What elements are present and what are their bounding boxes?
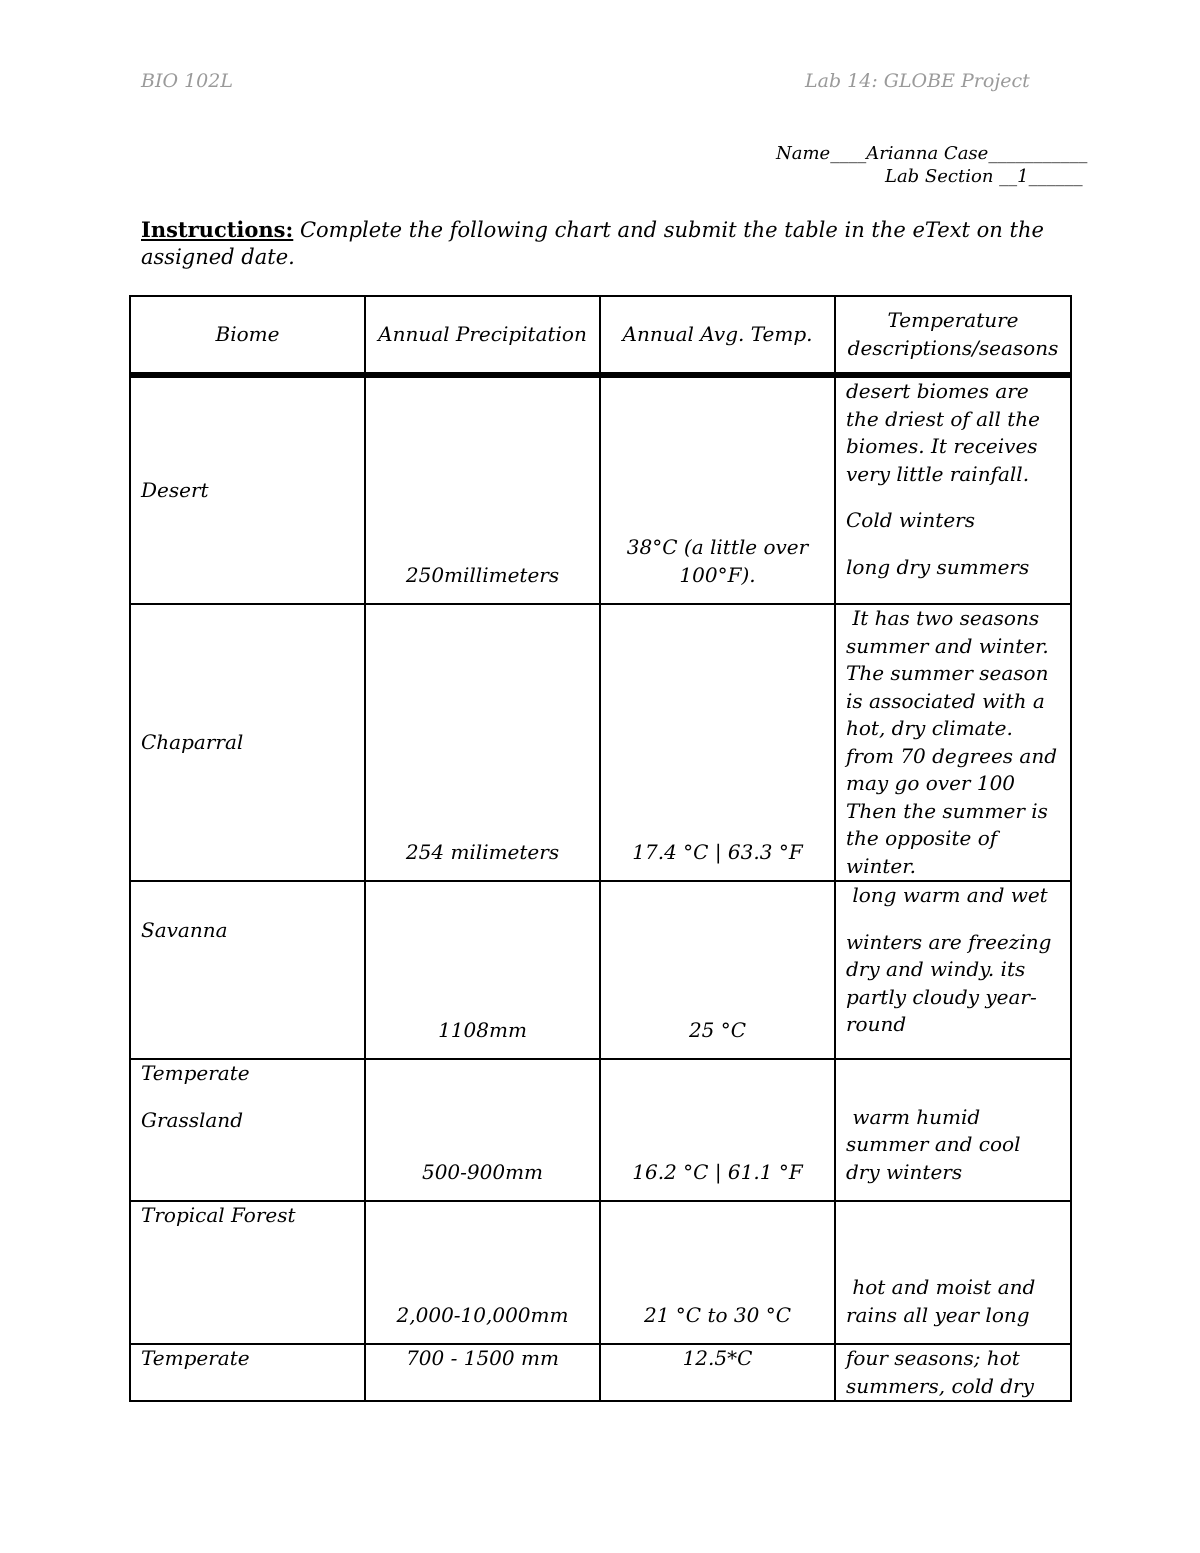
table-row bbox=[130, 881, 1071, 1059]
temp-cell: 17.4 °C | 63.3 °F bbox=[600, 604, 835, 881]
description-text: winters are freezing dry and windy. its partly cloudy year-round bbox=[846, 929, 1052, 1036]
header-descriptions: Temperature descriptions/seasons bbox=[835, 296, 1071, 375]
temp-cell: 38°C (a little over 100°F). bbox=[600, 375, 835, 604]
table-row bbox=[130, 1344, 1071, 1401]
description-text: long warm and wet bbox=[846, 883, 1048, 907]
header-precipitation: Annual Precipitation bbox=[365, 296, 600, 375]
temp-cell: 16.2 °C | 61.1 °F bbox=[600, 1059, 835, 1201]
temp-cell: 25 °C bbox=[600, 881, 835, 1059]
table-row bbox=[130, 375, 1071, 604]
instructions-paragraph bbox=[141, 216, 1061, 271]
header-course: BIO 102L bbox=[141, 70, 233, 92]
description-text: hot and moist and rains all year long bbox=[846, 1275, 1042, 1327]
table-header-row bbox=[130, 296, 1071, 375]
description-text: It has two seasons summer and winter. The summer season is associated with a hot, dry climate. from 70 degrees and may go over 100 Then the summer is the opposite of winter. bbox=[846, 606, 1064, 878]
table-row bbox=[130, 1201, 1071, 1344]
biome-cell: Chaparral bbox=[130, 604, 365, 881]
description-cell bbox=[835, 1201, 1071, 1344]
lab-section-line: Lab Section __1______ bbox=[885, 166, 1083, 187]
description-text: warm humid summer and cool dry winters bbox=[846, 1104, 1027, 1184]
biome-table bbox=[129, 295, 1072, 1402]
table-row bbox=[130, 1059, 1071, 1201]
biome-cell: Desert bbox=[130, 375, 365, 604]
precipitation-cell: 500-900mm bbox=[365, 1059, 600, 1201]
temp-cell: 12.5*C bbox=[600, 1344, 835, 1401]
description-text: desert biomes are the driest of all the biomes. It receives very little rainfall. bbox=[846, 379, 1040, 486]
biome-cell: Tropical Forest bbox=[130, 1201, 365, 1344]
precipitation-cell: 2,000-10,000mm bbox=[365, 1201, 600, 1344]
header-biome: Biome bbox=[130, 296, 365, 375]
instructions-label: Instructions: bbox=[141, 217, 294, 242]
header-temp: Annual Avg. Temp. bbox=[600, 296, 835, 375]
precipitation-cell: 1108mm bbox=[365, 881, 600, 1059]
description-text: Cold winters bbox=[846, 508, 975, 532]
header-lab-title: Lab 14: GLOBE Project bbox=[805, 70, 1030, 92]
description-text: four seasons; hot summers, cold dry bbox=[846, 1346, 1034, 1398]
description-cell bbox=[835, 881, 1071, 1059]
biome-name-line: Grassland bbox=[141, 1107, 243, 1132]
precipitation-cell: 254 milimeters bbox=[365, 604, 600, 881]
description-cell bbox=[835, 1059, 1071, 1201]
biome-cell: Temperate bbox=[130, 1344, 365, 1401]
biome-cell bbox=[130, 1059, 365, 1201]
description-cell bbox=[835, 604, 1071, 881]
description-cell bbox=[835, 1344, 1071, 1401]
table-row bbox=[130, 604, 1071, 881]
precipitation-cell: 250millimeters bbox=[365, 375, 600, 604]
biome-cell: Savanna bbox=[130, 881, 365, 1059]
temp-cell: 21 °C to 30 °C bbox=[600, 1201, 835, 1344]
student-name-line: Name____Arianna Case___________ bbox=[776, 143, 1088, 164]
biome-name-line: Temperate bbox=[141, 1061, 250, 1085]
description-cell bbox=[835, 375, 1071, 604]
description-text: long dry summers bbox=[846, 554, 1030, 579]
instructions-text: Complete the following chart and submit the table in the eText on the assigned date. bbox=[141, 218, 1044, 269]
precipitation-cell: 700 - 1500 mm bbox=[365, 1344, 600, 1401]
